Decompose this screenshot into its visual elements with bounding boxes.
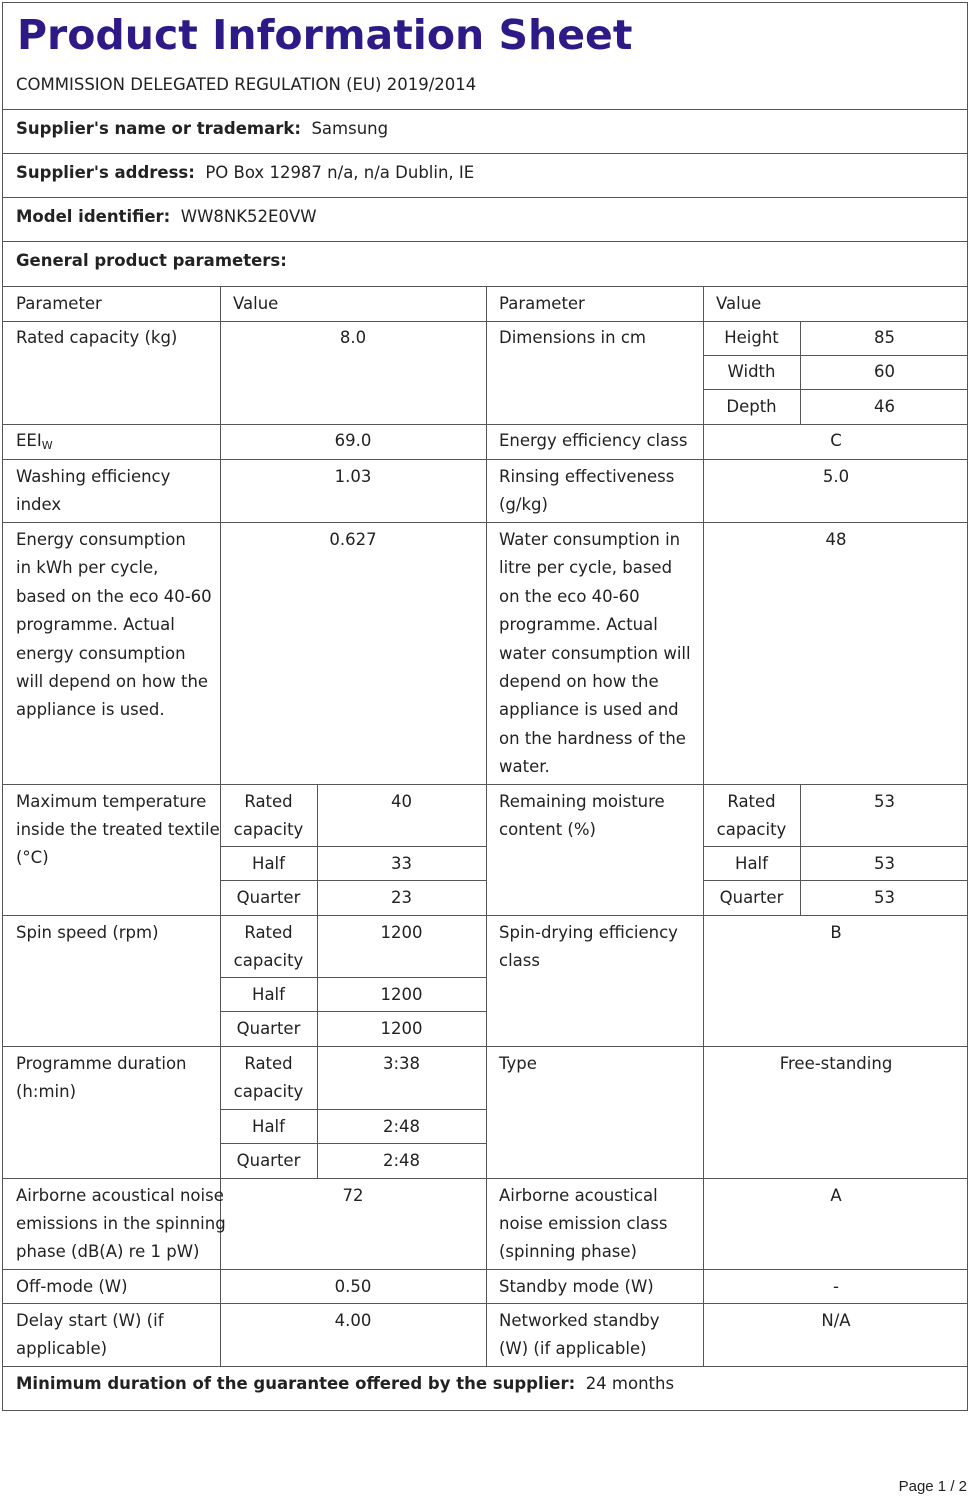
spin-speed-label: Spin speed (rpm) [16,923,159,942]
max-temp-rated-label-2: capacity [233,820,304,839]
type-value: Free-standing [779,1054,893,1073]
rule [3,153,968,154]
rule [220,846,486,847]
rinsing-label-2: (g/kg) [499,495,548,514]
width-label: Width [727,362,776,381]
header-parameter: Parameter [499,294,585,313]
networked-label-2: (W) (if applicable) [499,1339,647,1358]
duration-label-2: (h:min) [16,1082,77,1101]
header-value: Value [233,294,279,313]
max-temp-label-1: Maximum temperature [16,792,207,811]
standby-label: Standby mode (W) [499,1277,654,1296]
max-temp-label-3: (°C) [16,848,49,867]
energy-cons-label-1: Energy consumption [16,530,186,549]
energy-cons-value: 0.627 [329,530,377,549]
eei-label [16,427,53,460]
delay-start-label-1: Delay start (W) (if [16,1311,164,1330]
supplier-name-row [16,115,388,143]
rule [703,355,968,356]
max-temp-half-value: 33 [391,854,412,873]
max-temp-quarter-value: 23 [391,888,412,907]
energy-cons-label-3: based on the eco 40-60 [16,587,212,606]
rule [703,389,968,390]
rule [3,109,968,110]
height-value: 85 [874,328,895,347]
duration-half-label: Half [252,1117,285,1136]
model-label: Model identifier: [16,207,171,226]
water-cons-label-8: on the hardness of the [499,729,686,748]
rule [486,286,487,1366]
water-cons-label-7: appliance is used and [499,700,679,719]
supplier-name-label: Supplier's name or trademark: [16,119,301,138]
supplier-address: PO Box 12987 n/a, n/a Dublin, IE [205,163,475,182]
washing-eff-label-1: Washing efficiency [16,467,171,486]
water-cons-label-2: litre per cycle, based [499,558,673,577]
energy-cons-label-6: will depend on how the [16,672,209,691]
moisture-half-label: Half [735,854,768,873]
rule [220,977,486,978]
rule [220,1109,486,1110]
energy-cons-label-5: energy consumption [16,644,186,663]
rule [3,197,968,198]
rule [220,880,486,881]
depth-label: Depth [726,397,777,416]
moisture-rated-label-2: capacity [716,820,787,839]
moisture-half-value: 53 [874,854,895,873]
guarantee-label: Minimum duration of the guarantee offered by the supplier: [16,1374,576,1393]
depth-value: 46 [874,397,895,416]
rule [703,846,968,847]
noise-label-3: phase (dB(A) re 1 pW) [16,1242,200,1261]
spin-quarter-label: Quarter [236,1019,301,1038]
noise-class-label-3: (spinning phase) [499,1242,637,1261]
eei-label-text: EEI [16,431,42,450]
max-temp-half-label: Half [252,854,285,873]
supplier-address-label: Supplier's address: [16,163,195,182]
duration-quarter-value: 2:48 [382,1151,421,1170]
spin-half-label: Half [252,985,285,1004]
noise-value: 72 [342,1186,364,1205]
height-label: Height [724,328,779,347]
header-value: Value [716,294,762,313]
delay-start-label-2: applicable) [16,1339,108,1358]
max-temp-rated-label-1: Rated [244,792,293,811]
moisture-label-1: Remaining moisture [499,792,665,811]
dimensions-label: Dimensions in cm [499,328,646,347]
max-temp-rated-value: 40 [391,792,412,811]
spin-class-label-1: Spin-drying efficiency [499,923,678,942]
noise-class-label-2: noise emission class [499,1214,668,1233]
rule [220,1011,486,1012]
water-cons-label-1: Water consumption in [499,530,681,549]
duration-label-1: Programme duration [16,1054,187,1073]
water-cons-label-6: depend on how the [499,672,659,691]
max-temp-quarter-label: Quarter [236,888,301,907]
rule [3,1366,968,1367]
general-params-heading: General product parameters: [16,251,287,270]
moisture-label-2: content (%) [499,820,596,839]
guarantee-value: 24 months [585,1374,675,1393]
spin-class-label-2: class [499,951,540,970]
moisture-rated-label-1: Rated [727,792,776,811]
width-value: 60 [874,362,895,381]
rated-capacity-label: Rated capacity (kg) [16,328,178,347]
networked-label-1: Networked standby [499,1311,660,1330]
header-parameter: Parameter [16,294,102,313]
water-cons-label-4: programme. Actual [499,615,658,634]
networked-value: N/A [821,1311,851,1330]
rule [3,241,968,242]
noise-label-2: emissions in the spinning [16,1214,226,1233]
duration-rated-label-1: Rated [244,1054,293,1073]
duration-rated-value: 3:38 [382,1054,421,1073]
rated-capacity-value: 8.0 [339,328,367,347]
noise-class-value: A [830,1186,842,1205]
page-title: Product Information Sheet [17,11,633,59]
rule [220,1143,486,1144]
guarantee-row [16,1370,674,1398]
energy-class-label: Energy efficiency class [499,431,688,450]
washing-eff-label-2: index [16,495,62,514]
spin-rated-label-2: capacity [233,951,304,970]
rule [703,880,968,881]
supplier-name: Samsung [311,119,389,138]
max-temp-label-2: inside the treated textile [16,820,220,839]
product-information-sheet [2,2,968,1411]
noise-label-1: Airborne acoustical noise [16,1186,224,1205]
noise-class-label-1: Airborne acoustical [499,1186,658,1205]
energy-cons-label-7: appliance is used. [16,700,165,719]
water-cons-label-5: water consumption will [499,644,691,663]
spin-quarter-value: 1200 [380,1019,423,1038]
duration-quarter-label: Quarter [236,1151,301,1170]
type-label: Type [499,1054,537,1073]
moisture-quarter-label: Quarter [719,888,784,907]
water-cons-label-9: water. [499,757,550,776]
off-mode-label: Off-mode (W) [16,1277,128,1296]
page-number: Page 1 / 2 [898,1478,967,1495]
washing-eff-value: 1.03 [334,467,372,486]
rinsing-value: 5.0 [822,467,850,486]
moisture-rated-value: 53 [874,792,895,811]
energy-cons-label-2: in kWh per cycle, [16,558,159,577]
energy-cons-label-4: programme. Actual [16,615,175,634]
spin-rated-label-1: Rated [244,923,293,942]
spin-rated-value: 1200 [380,923,423,942]
water-cons-label-3: on the eco 40-60 [499,587,640,606]
delay-start-value: 4.00 [334,1311,372,1330]
eei-label-sub: W [41,439,53,452]
model-identifier: WW8NK52E0VW [180,207,317,226]
standby-value: - [833,1277,839,1296]
moisture-quarter-value: 53 [874,888,895,907]
eei-value: 69.0 [334,431,372,450]
spin-class-value: B [830,923,842,942]
water-cons-value: 48 [825,530,847,549]
spin-half-value: 1200 [380,985,423,1004]
energy-class-value: C [830,431,842,450]
rinsing-label-1: Rinsing effectiveness [499,467,675,486]
off-mode-value: 0.50 [334,1277,372,1296]
model-row [16,203,317,231]
duration-rated-label-2: capacity [233,1082,304,1101]
supplier-address-row [16,159,474,187]
duration-half-value: 2:48 [382,1117,421,1136]
regulation: COMMISSION DELEGATED REGULATION (EU) 2019/2014 [16,75,477,94]
